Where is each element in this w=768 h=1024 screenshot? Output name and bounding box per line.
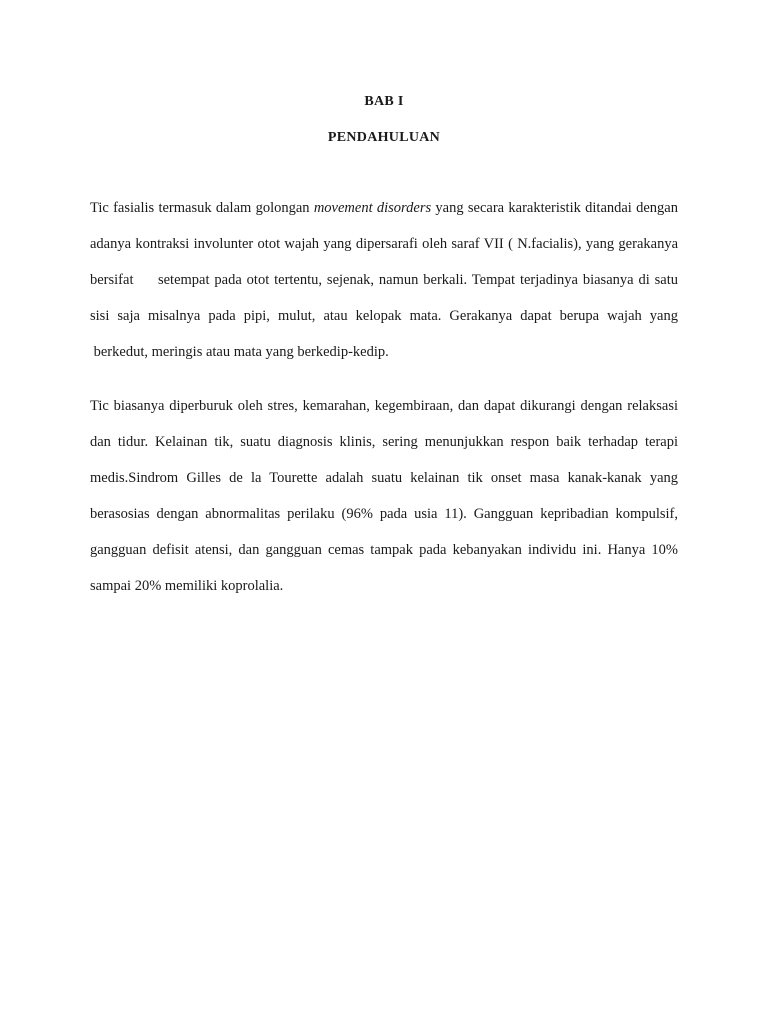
chapter-title: PENDAHULUAN	[327, 130, 441, 145]
paragraph-1-italic-term: movement disorders	[313, 200, 432, 216]
paragraph-1	[90, 190, 678, 370]
chapter-heading: BAB I	[364, 94, 404, 109]
paragraph-1-text-start: Tic fasialis termasuk dalam golongan	[90, 200, 314, 216]
paragraph-1-text-end: yang secara karakteristik ditandai dengan adanya kontraksi involunter otot wajah yang dipersarafi oleh saraf VII ( N.facialis), yang gerakanya bersifat setempat pada otot tertentu, sejenak, namun berkali. Tempat terjadinya biasanya di satu sisi saja misalnya pada pipi, mulut, atau kelopak mata. Gerakanya dapat berupa wajah yang berkedut, meringis atau mata yang berkedip-kedip.	[90, 200, 678, 360]
paragraph-2: Tic biasanya diperburuk oleh stres, kemarahan, kegembiraan, dan dapat dikurangi dengan relaksasi dan tidur. Kelainan tik, suatu diagnosis klinis, sering menunjukkan respon baik terhadap terapi medis.Sindrom Gilles de la Tourette adalah suatu kelainan tik onset masa kanak-kanak yang berasosias dengan abnormalitas perilaku (96% pada usia 11). Gangguan kepribadian kompulsif, gangguan defisit atensi, dan gangguan cemas tampak pada kebanyakan individu ini. Hanya 10% sampai 20% memiliki koprolalia.	[90, 398, 678, 594]
